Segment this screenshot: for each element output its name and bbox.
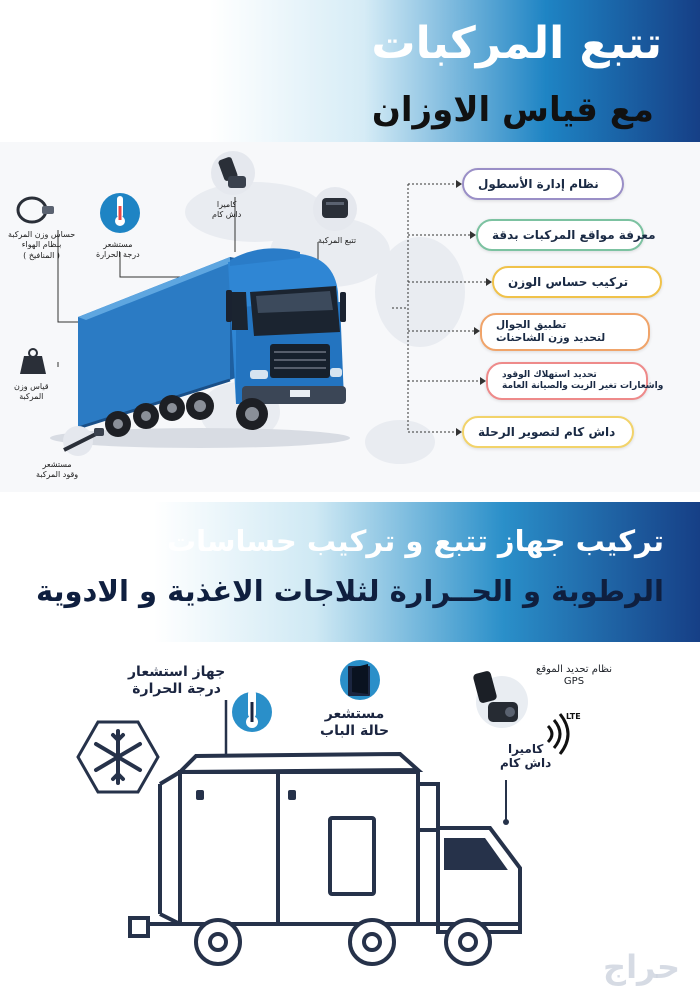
dash-camera-icon xyxy=(210,150,256,196)
panel2-illustration xyxy=(0,642,700,994)
label-line: كاميرا xyxy=(507,742,544,756)
feature-vehicle-location xyxy=(476,219,656,251)
feature-label-line2: واشعارات تغير الزيت والصيانة العامة xyxy=(502,381,664,391)
feature-label: تطبيق الجوال xyxy=(496,318,567,331)
feature-fuel-consumption xyxy=(486,362,664,400)
tag-line: تتبع المركبة xyxy=(318,236,357,245)
panel2-title-line1: تركيب جهاز تتبع و تركيب حساسات xyxy=(166,524,664,558)
tag-line: بنظام الهواء xyxy=(21,240,62,250)
weight-gauge-tag xyxy=(14,382,49,403)
fuel-sensor-tag xyxy=(36,460,78,481)
gps-label xyxy=(536,664,612,688)
feature-fleet-management xyxy=(462,168,624,200)
panel2-title-line2: الرطوبة و الحــرارة لثلاجات الاغذية و الادوية xyxy=(36,574,664,608)
door-icon xyxy=(340,660,380,700)
label-line: مستشعر xyxy=(324,706,385,722)
tag-line: مستشعر xyxy=(42,460,72,469)
tag-line: ( المنافيخ ) xyxy=(23,250,61,260)
feature-dash-cam xyxy=(462,416,634,448)
panel2-header xyxy=(0,502,700,642)
tire-sensor-tag xyxy=(8,230,75,261)
feature-mobile-app xyxy=(480,313,650,351)
truck-illustration xyxy=(130,754,520,964)
tag-line: حساس وزن المركبة xyxy=(8,230,76,239)
feature-label: داش كام لتصوير الرحلة xyxy=(478,424,616,439)
snowflake-icon xyxy=(78,722,158,792)
fleet-tracking-panel xyxy=(0,0,700,492)
fuel-sensor-icon xyxy=(58,424,108,458)
feature-label: نظام إدارة الأسطول xyxy=(478,176,599,191)
tag-line: درجة الحرارة xyxy=(96,250,140,260)
refrigerated-truck-panel xyxy=(0,502,700,994)
dash-cam-tag xyxy=(212,200,241,221)
panel1-header xyxy=(0,0,700,142)
label-line: درجة الحرارة xyxy=(132,680,221,697)
gps-tracker-icon xyxy=(312,186,358,232)
feature-label-line2: لتحديد وزن الشاحنات xyxy=(496,332,606,344)
tag-line: وقود المركبة xyxy=(36,470,79,480)
camera-label xyxy=(500,742,551,771)
tag-line: المركبة xyxy=(19,392,44,402)
label-line: جهاز استشعار xyxy=(128,664,226,680)
temp-device-label xyxy=(128,664,225,698)
dash-camera-icon xyxy=(472,670,528,728)
label-line: GPS xyxy=(563,676,585,687)
door-sensor-label xyxy=(320,706,389,740)
tag-line: داش كام xyxy=(212,210,242,220)
lte-label: LTE xyxy=(566,712,581,721)
feature-label: تركيب حساس الوزن xyxy=(508,274,629,289)
watermark-logo: حراج xyxy=(603,948,680,986)
feature-weight-sensor xyxy=(492,266,662,298)
label-line: نظام تحديد الموقع xyxy=(536,664,612,675)
tag-line: مستشعر xyxy=(103,240,133,249)
feature-label: تحديد استهلاك الوقود xyxy=(502,369,597,380)
panel1-title: تتبع المركبات xyxy=(371,18,662,69)
panel1-subtitle: مع قياس الاوزان xyxy=(371,90,654,130)
tag-line: كاميرا xyxy=(216,200,237,209)
tracker-tag xyxy=(318,236,356,246)
label-line: حالة الباب xyxy=(320,722,390,739)
feature-label: معرفة مواقع المركبات بدقة xyxy=(492,227,656,242)
thermometer-icon xyxy=(100,188,140,238)
thermometer-icon xyxy=(232,690,272,732)
weight-gauge-icon xyxy=(16,346,50,378)
label-line: داش كام xyxy=(500,756,552,771)
truck-illustration xyxy=(50,248,350,448)
tire-pressure-sensor-icon xyxy=(14,194,56,226)
tag-line: قياس وزن xyxy=(14,382,49,391)
temp-sensor-tag xyxy=(96,240,140,261)
